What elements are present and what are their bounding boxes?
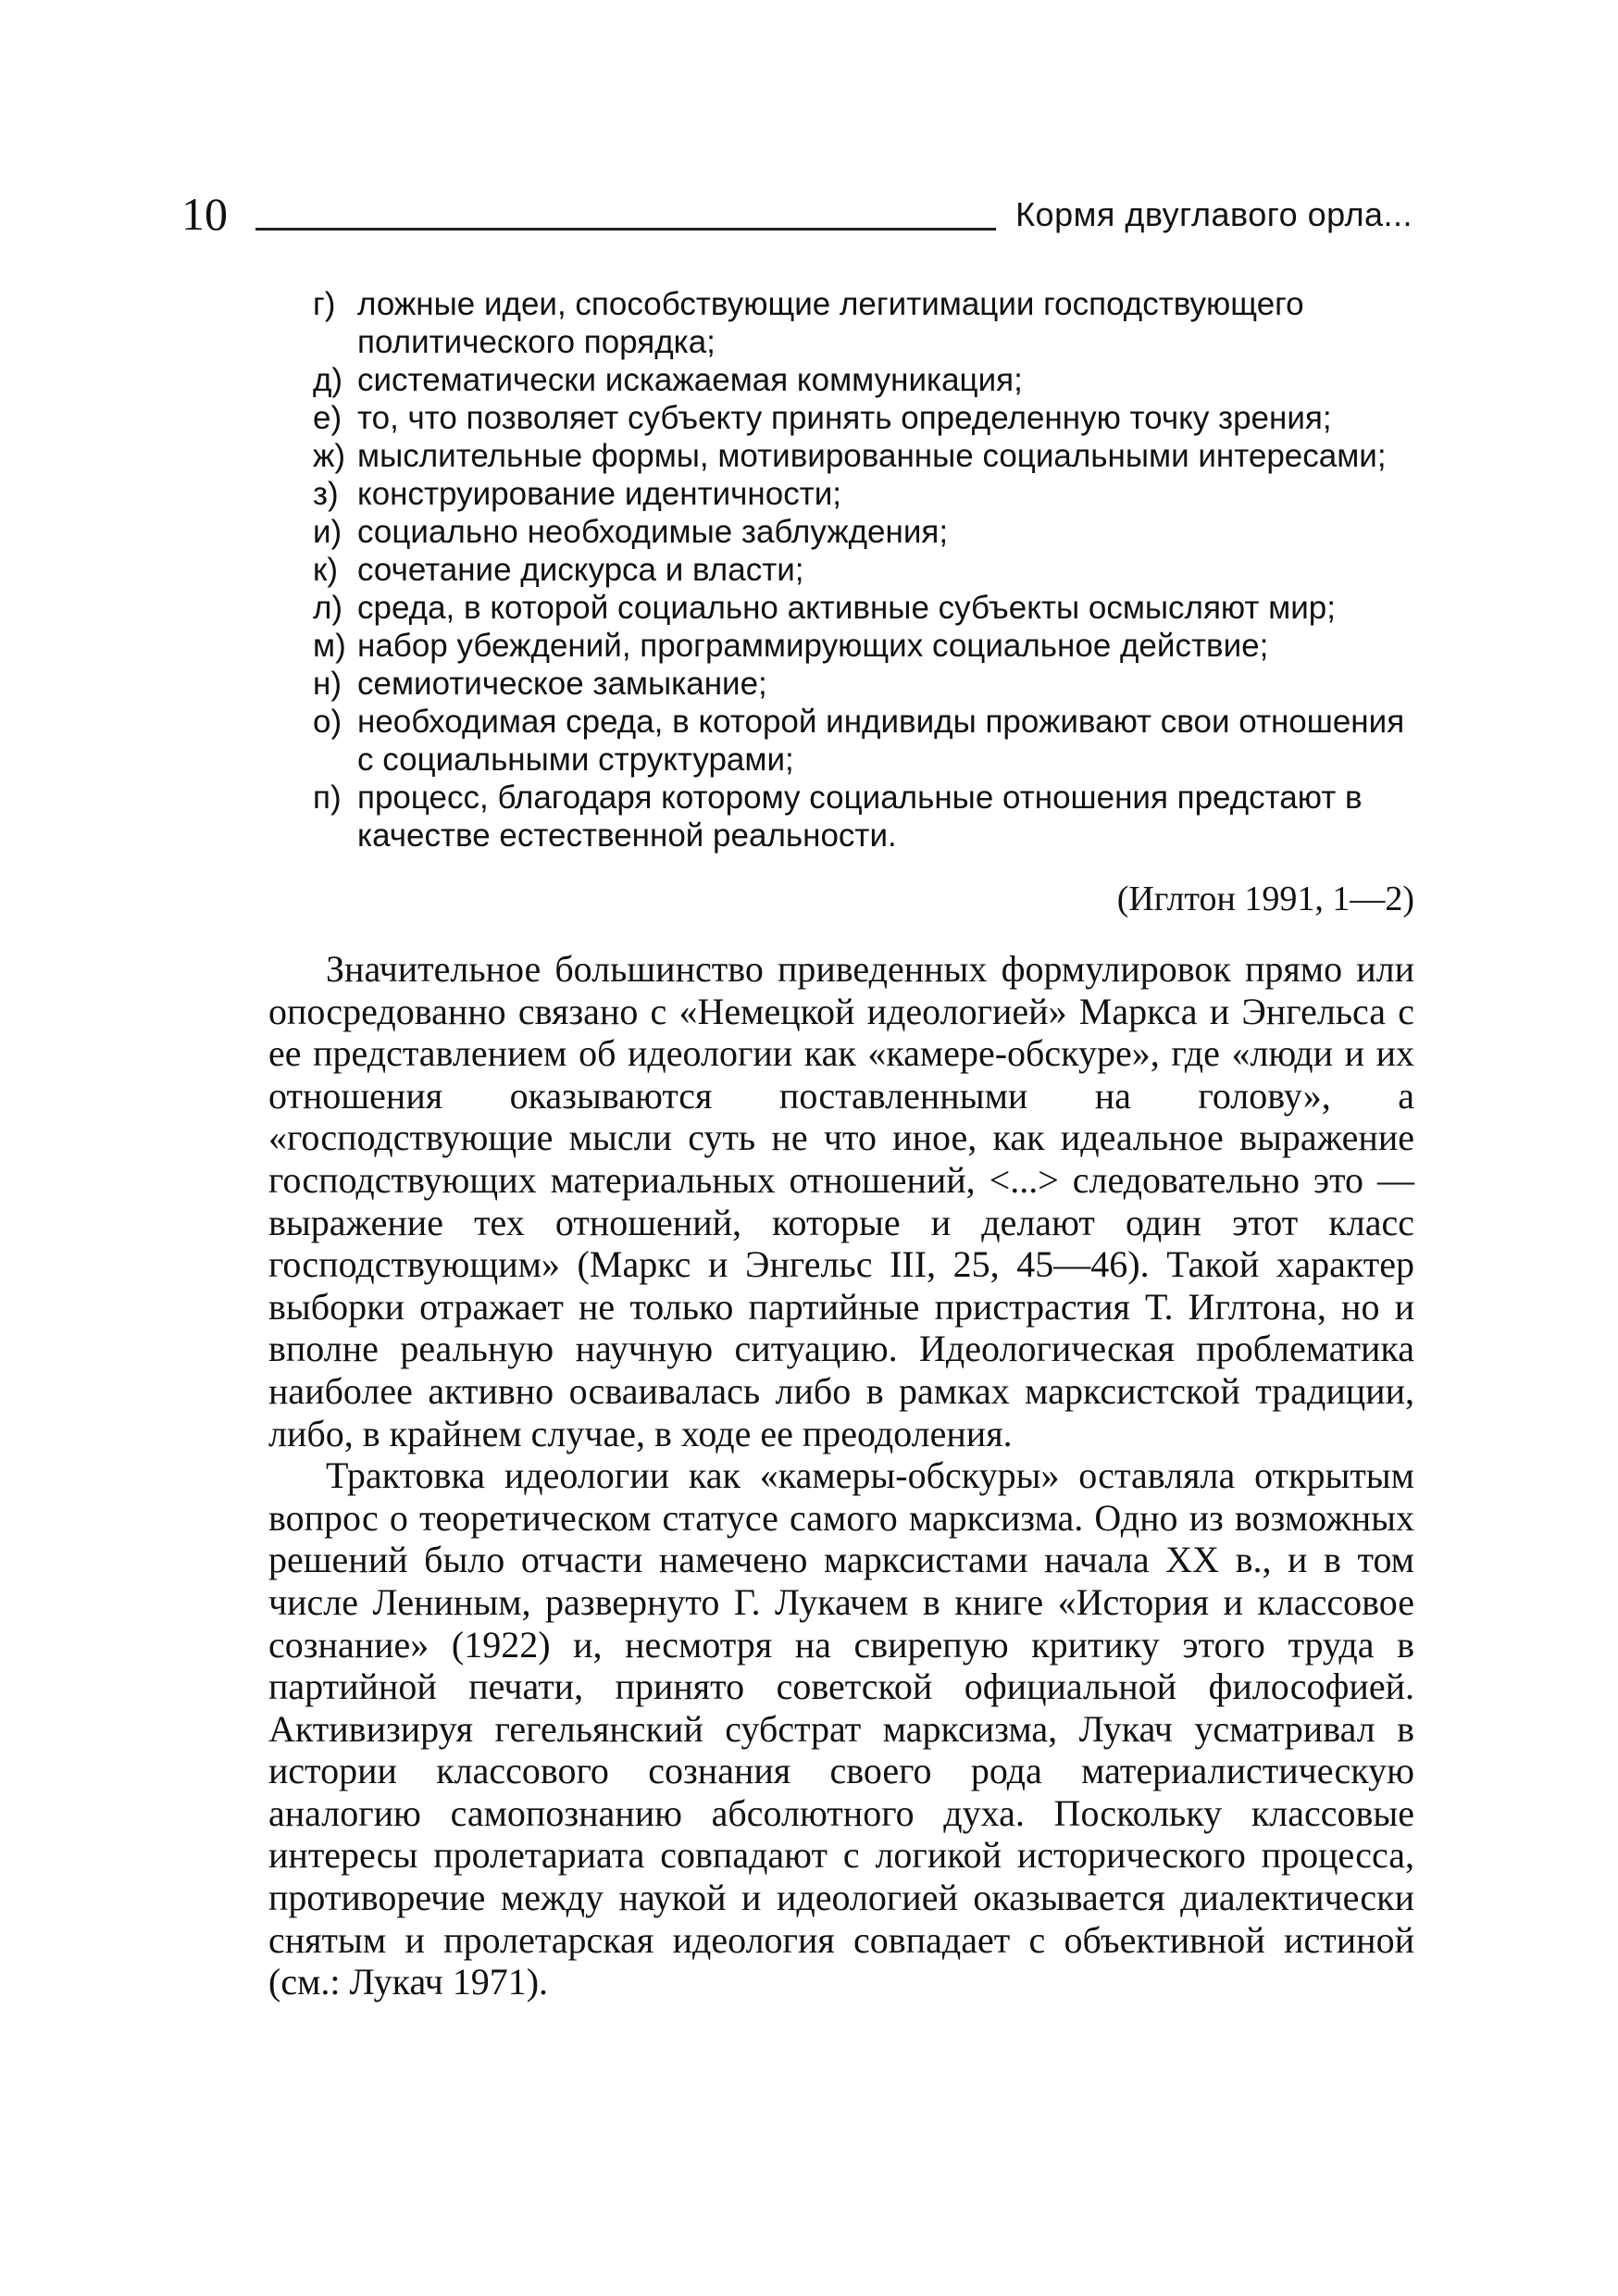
list-item xyxy=(313,437,1414,475)
list-item xyxy=(313,665,1414,703)
list-item xyxy=(313,779,1414,855)
list-item-text: семиотическое замыкание; xyxy=(357,666,767,702)
list-item xyxy=(313,475,1414,513)
paragraph: Значительное большинство приведенных формулировок прямо или опосредованно связано с «Немецкой идеологией» Маркса и Энгельса с ее представлением об идеологии как «камере-обскуре», где «люди и их отношения оказываются поставленными на голову», а «господствующие мысли суть не что иное, как идеальное выражение господствующих материальных отношений, <...> следовательно это — выражение тех отношений, которые и делают один этот класс господствующим» (Маркс и Энгельс III, 25, 45—46). Такой характер выборки отражает не только партийные пристрастия Т. Иглтона, но и вполне реальную научную ситуацию. Идеологическая проблематика наиболее активно осваивалась либо в рамках марксистской традиции, либо, в крайнем случае, в ходе ее преодоления. xyxy=(268,948,1414,1454)
list-marker: е) xyxy=(313,400,342,436)
list-item-text: конструирование идентичности; xyxy=(357,476,842,512)
list-item-text: то, что позволяет субъекту принять определенную точку зрения; xyxy=(357,400,1332,436)
page-number: 10 xyxy=(181,188,228,240)
list-item xyxy=(313,627,1414,665)
list-marker: и) xyxy=(313,514,342,550)
list-marker: к) xyxy=(313,552,338,588)
paragraph: Трактовка идеологии как «камеры-обскуры» оставляла открытым вопрос о теоретическом статусе самого марксизма. Одно из возможных решений было отчасти намечено марксистами начала XX в., и в том числе Лениным, развернуто Г. Лукачем в книге «История и классовое сознание» (1922) и, несмотря на свирепую критику этого труда в партийной печати, принято советской официальной философией. Активизируя гегельянский субстрат марксизма, Лукач усматривал в истории классового сознания своего рода материалистическую аналогию самопознанию абсолютного духа. Поскольку классовые интересы пролетариата совпадают с логикой исторического процесса, противоречие между наукой и идеологией оказывается диалектически снятым и пролетарская идеология совпадает с объективной истиной (см.: Лукач 1971). xyxy=(268,1454,1414,2003)
list-marker: д) xyxy=(313,362,343,398)
list-marker: з) xyxy=(313,476,339,512)
list-marker: л) xyxy=(313,590,343,626)
list-item-text: среда, в которой социально активные субъекты осмысляют мир; xyxy=(357,590,1336,626)
list-item-text: сочетание дискурса и власти; xyxy=(357,552,804,588)
list-item xyxy=(313,399,1414,437)
list-item xyxy=(313,361,1414,399)
list-marker: о) xyxy=(313,704,342,740)
list-item xyxy=(313,551,1414,589)
list-marker: г) xyxy=(313,286,336,322)
header-rule xyxy=(255,228,996,231)
list-item-text: процесс, благодаря которому социальные отношения предстают в качестве естественной реальности. xyxy=(357,780,1363,854)
running-title: Кормя двуглавого орла... xyxy=(1015,195,1413,233)
running-header xyxy=(181,181,1413,246)
list-item xyxy=(313,285,1414,361)
body-text xyxy=(268,948,1414,2003)
list-item-text: ложные идеи, способствующие легитимации господствующего политического порядка; xyxy=(357,286,1304,360)
list-marker: п) xyxy=(313,780,342,816)
list-item-text: необходимая среда, в которой индивиды проживают свои отношения с социальными структурами; xyxy=(357,704,1405,778)
list-marker: ж) xyxy=(313,438,346,474)
list-item-text: набор убеждений, программирующих социальное действие; xyxy=(357,628,1269,664)
list-item xyxy=(313,589,1414,627)
list-marker: н) xyxy=(313,666,342,702)
list-item xyxy=(313,703,1414,779)
list-marker: м) xyxy=(313,628,346,664)
definitions-list xyxy=(313,285,1414,855)
citation: (Иглтон 1991, 1—2) xyxy=(1116,880,1414,918)
list-item-text: социально необходимые заблуждения; xyxy=(357,514,949,550)
list-item xyxy=(313,513,1414,551)
list-item-text: мыслительные формы, мотивированные социальными интересами; xyxy=(357,438,1387,474)
list-item-text: систематически искажаемая коммуникация; xyxy=(357,362,1023,398)
